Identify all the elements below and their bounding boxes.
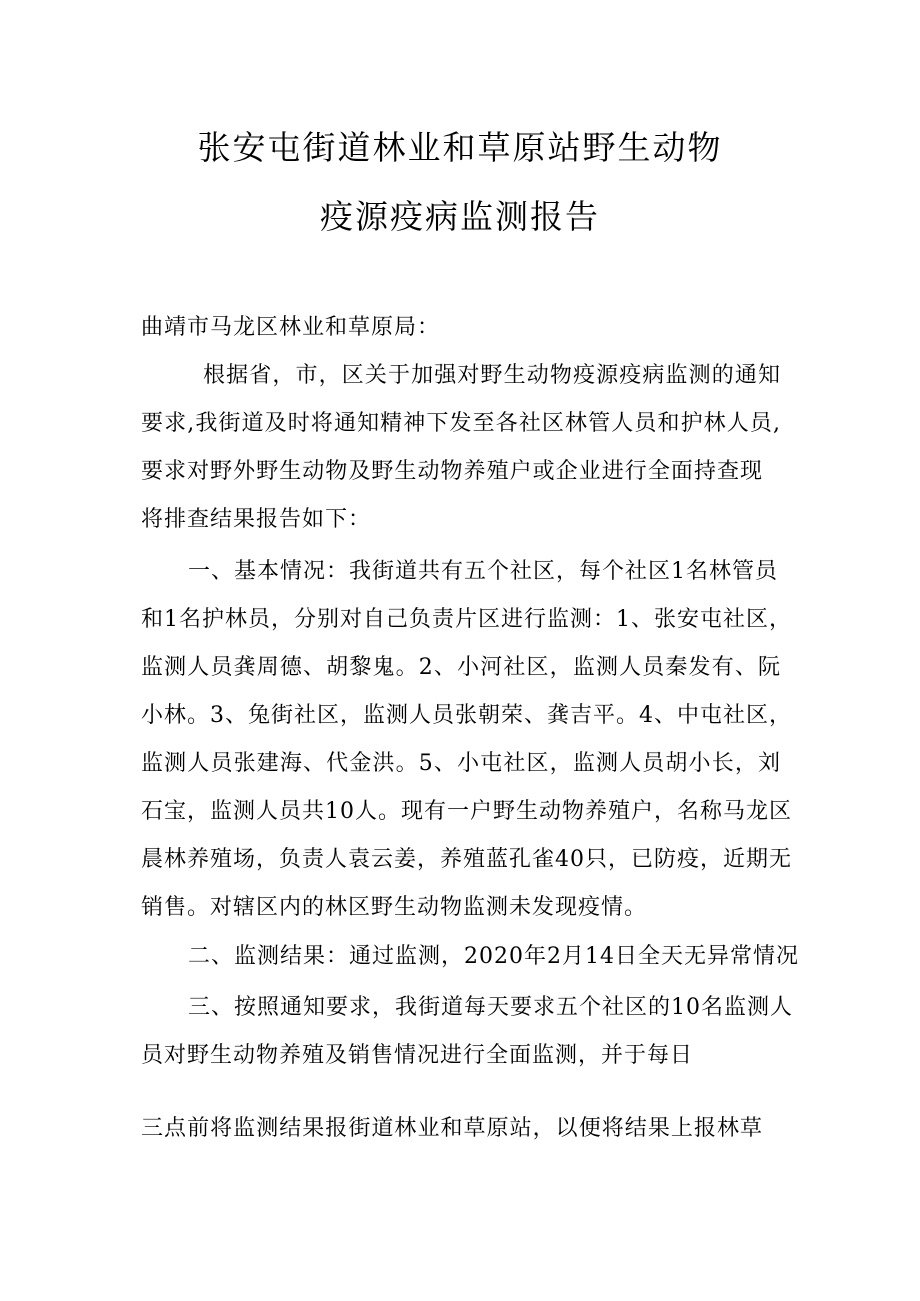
paragraph-1-line-3: 要求对野外野生动物及野生动物养殖户或企业进行全面持查现 <box>141 459 763 484</box>
paragraph-2-line-5: 监测人员张建海、代金洪。5、小屯社区，监测人员胡小长，刘 <box>141 751 781 776</box>
paragraph-2-line-8: 销售。对辖区内的林区野生动物监测未发现疫情。 <box>141 895 648 920</box>
paragraph-2-line-7: 晨林养殖场，负责人袁云姜，养殖蓝孔雀40只，已防疫，近期无 <box>141 847 792 872</box>
paragraph-2-line-6: 石宝，监测人员共10人。现有一户野生动物养殖户，名称马龙区 <box>141 799 792 824</box>
salutation: 曲靖市马龙区林业和草原局： <box>141 315 441 340</box>
paragraph-1-line-1: 根据省，市，区关于加强对野生动物疫源疫病监测的通知 <box>203 363 781 388</box>
paragraph-4-line-3: 三点前将监测结果报街道林业和草原站，以便将结果上报林草 <box>141 1116 763 1141</box>
document-title-line-1: 张安屯街道林业和草原站野生动物 <box>197 128 723 167</box>
paragraph-4-line-2: 员对野生动物养殖及销售情况进行全面监测，并于每日 <box>141 1043 694 1068</box>
paragraph-3-line-1: 二、监测结果：通过监测，2020年2月14日全天无异常情况 <box>188 944 799 969</box>
document-title-line-2: 疫源疫病监测报告 <box>320 197 600 236</box>
paragraph-1-line-4: 将排查结果报告如下： <box>141 507 372 532</box>
paragraph-4-line-1: 三、按照通知要求，我街道每天要求五个社区的10名监测人 <box>188 995 793 1020</box>
paragraph-2-line-3: 监测人员龚周德、胡黎鬼。2、小河社区，监测人员秦发有、阮 <box>141 655 781 680</box>
paragraph-2-line-4: 小林。3、兔街社区，监测人员张朝荣、龚吉平。4、中屯社区， <box>141 703 792 728</box>
paragraph-1-line-2: 要求,我街道及时将通知精神下发至各社区林管人员和护林人员, <box>141 411 781 436</box>
paragraph-2-line-1: 一、基本情况：我街道共有五个社区，每个社区1名林管员 <box>188 559 778 584</box>
paragraph-2-line-2: 和1名护林员，分别对自己负责片区进行监测：1、张安屯社区， <box>141 607 792 632</box>
